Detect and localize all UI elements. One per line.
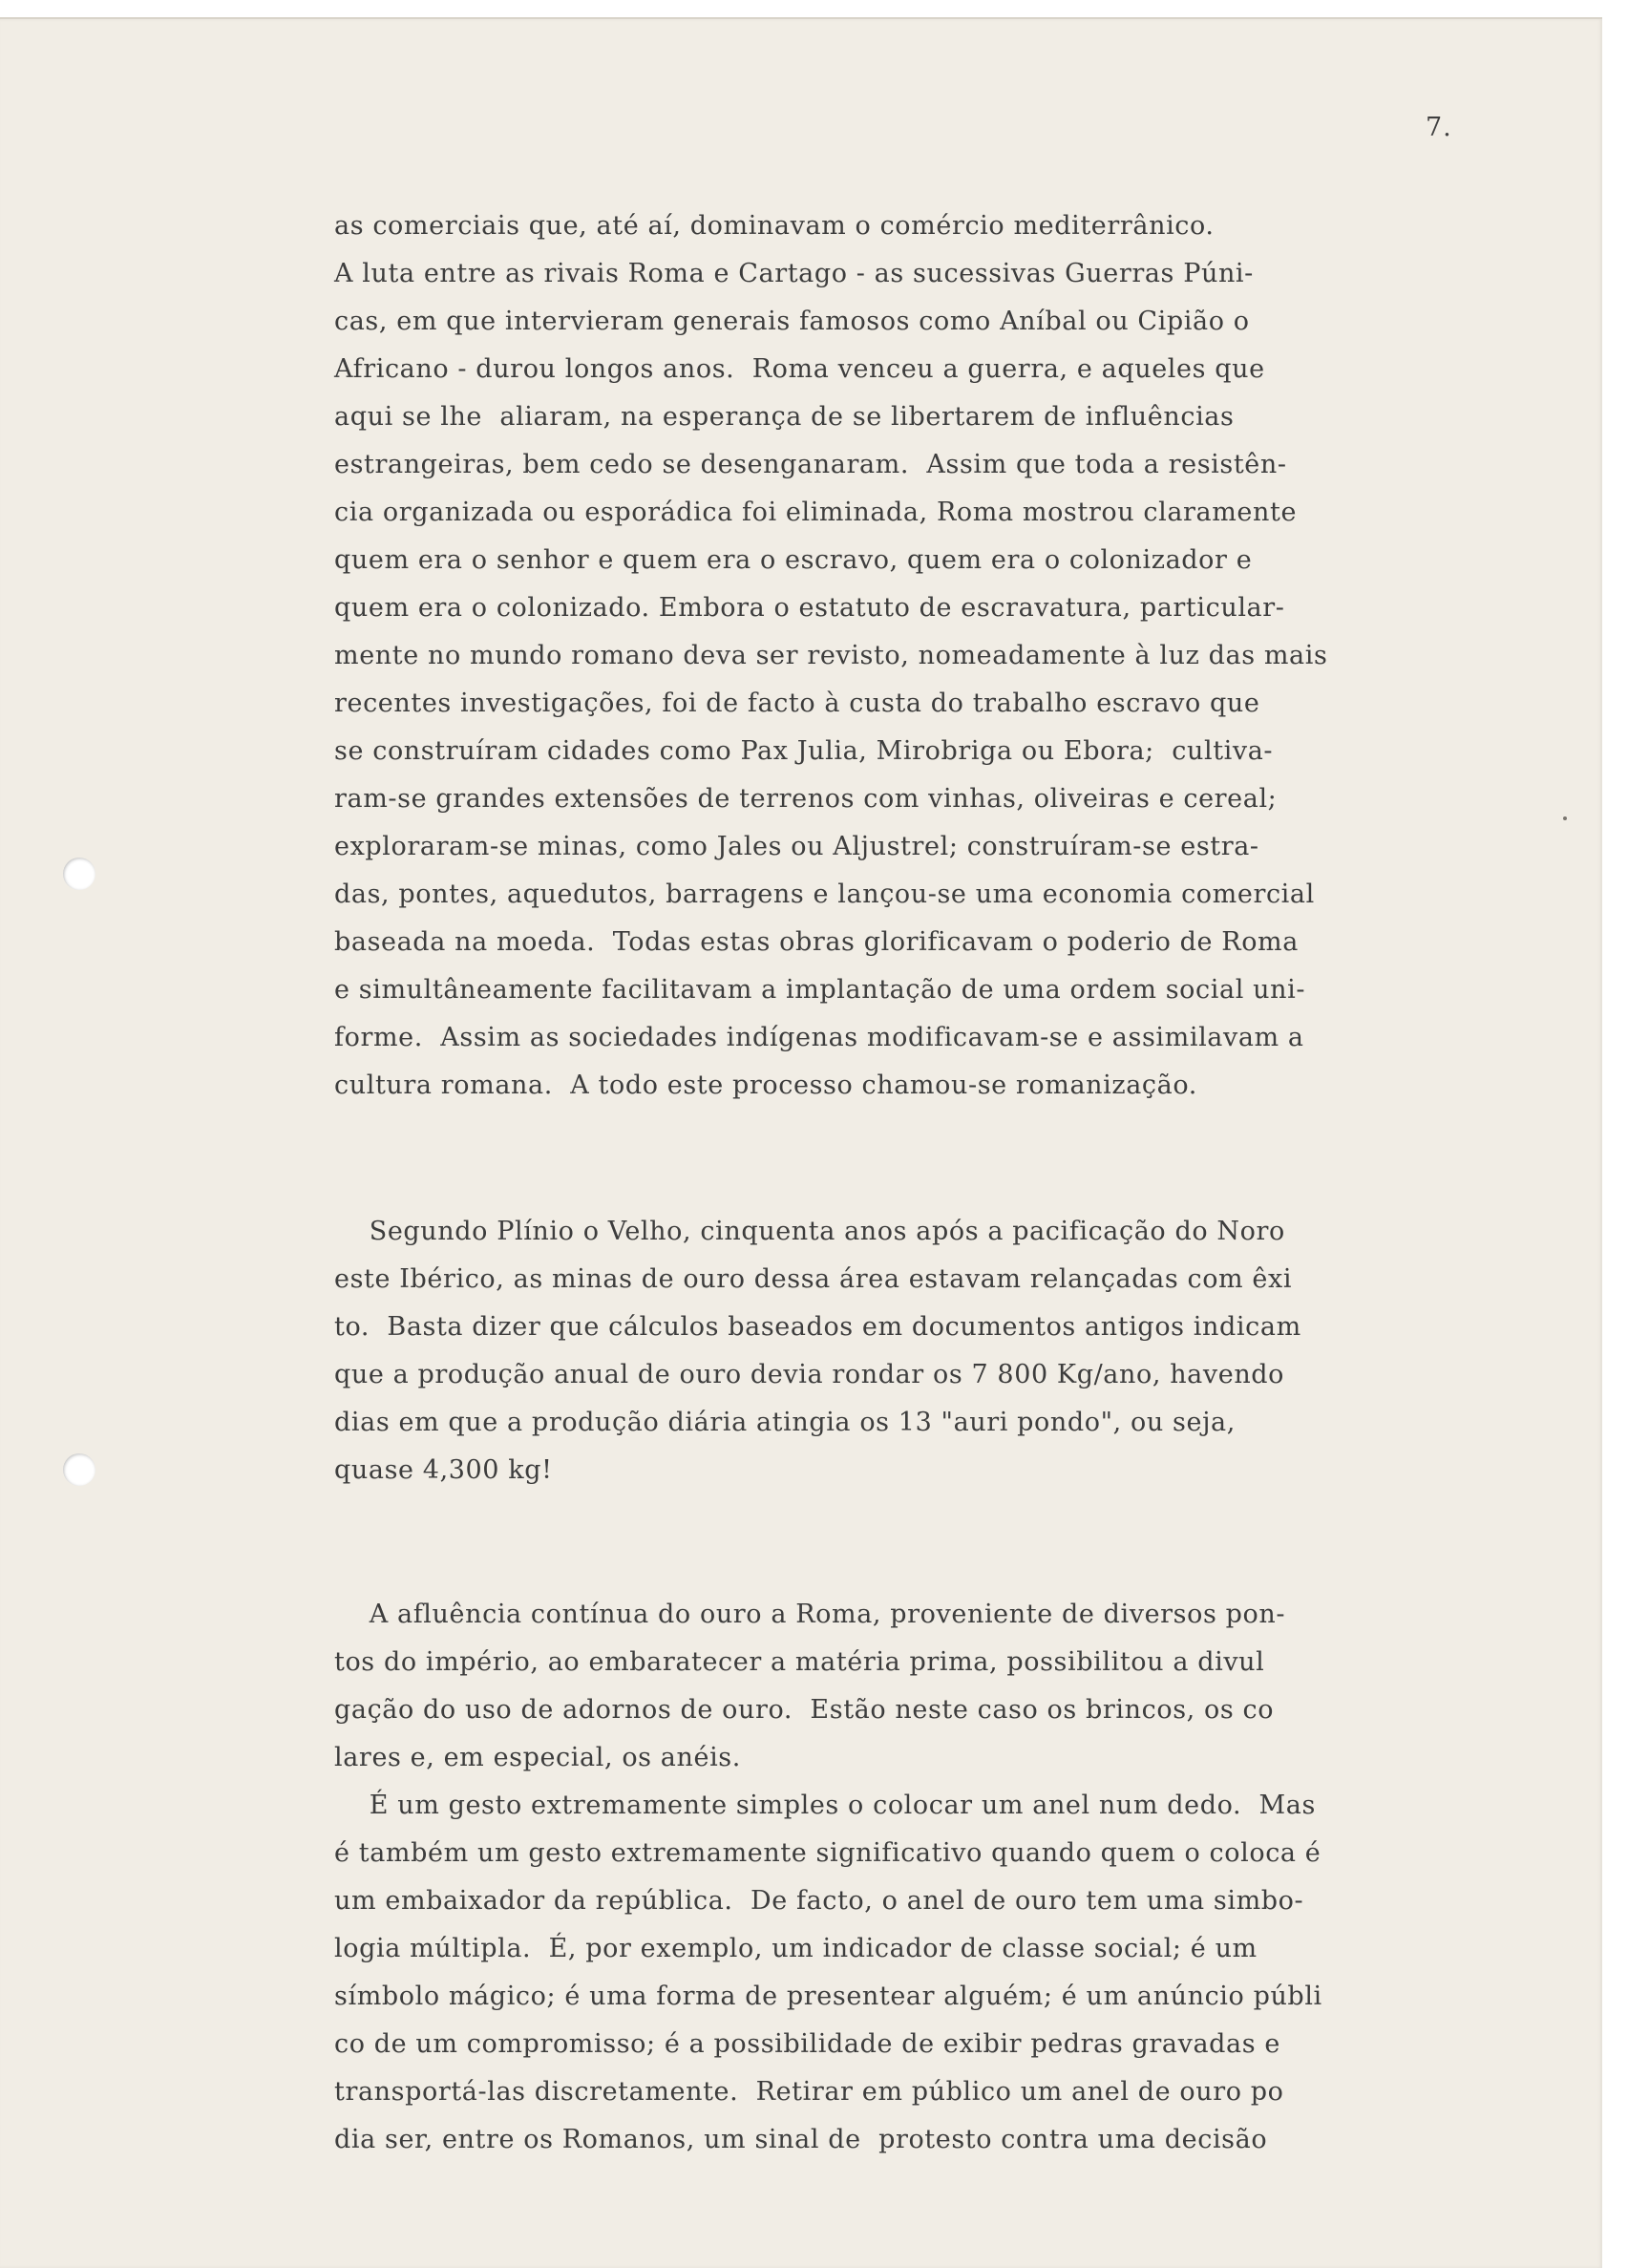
text-line: tos do império, ao embaratecer a matéria prima, possibilitou a divul — [334, 1647, 1265, 1677]
text-line: Africano - durou longos anos. Roma venceu a guerra, e aqueles que — [334, 354, 1265, 384]
text-line: A afluência contínua do ouro a Roma, proveniente de diversos pon- — [334, 1600, 1286, 1629]
text-line: estrangeiras, bem cedo se desenganaram. Assim que toda a resistên- — [334, 450, 1287, 479]
text-line: aqui se lhe aliaram, na esperança de se libertarem de influências — [334, 402, 1235, 432]
text-line: logia múltipla. É, por exemplo, um indicador de classe social; é um — [334, 1934, 1258, 1963]
text-line: das, pontes, aquedutos, barragens e lançou-se uma economia comercial — [334, 880, 1315, 909]
page-number: 7. — [1426, 113, 1452, 142]
text-line: lares e, em especial, os anéis. — [334, 1743, 741, 1772]
text-line: A luta entre as rivais Roma e Cartago - as sucessivas Guerras Púni- — [334, 259, 1254, 288]
text-line: dias em que a produção diária atingia os 13 "auri pondo", ou seja, — [334, 1408, 1236, 1437]
punch-hole — [63, 858, 95, 890]
text-line: quase 4,300 kg! — [334, 1455, 553, 1485]
text-line: dia ser, entre os Romanos, um sinal de protesto contra uma decisão — [334, 2125, 1268, 2154]
text-line: quem era o colonizado. Embora o estatuto de escravatura, particular- — [334, 593, 1285, 623]
text-line: ram-se grandes extensões de terrenos com vinhas, oliveiras e cereal; — [334, 784, 1278, 814]
text-line: gação do uso de adornos de ouro. Estão neste caso os brincos, os co — [334, 1695, 1275, 1725]
text-line: quem era o senhor e quem era o escravo, quem era o colonizador e — [334, 545, 1253, 575]
text-line: este Ibérico, as minas de ouro dessa área estavam relançadas com êxi — [334, 1264, 1293, 1294]
text-line: Segundo Plínio o Velho, cinquenta anos após a pacificação do Noro — [334, 1217, 1285, 1246]
text-line: transportá-las discretamente. Retirar em público um anel de ouro po — [334, 2077, 1284, 2107]
paper-speck — [1563, 816, 1567, 820]
text-line: e simultâneamente facilitavam a implantação de uma ordem social uni- — [334, 975, 1306, 1005]
text-line: recentes investigações, foi de facto à custa do trabalho escravo que — [334, 689, 1260, 718]
text-line: um embaixador da república. De facto, o anel de ouro tem uma simbo- — [334, 1886, 1304, 1916]
paragraph-pliny-gold — [334, 1208, 1301, 1494]
text-line: se construíram cidades como Pax Julia, Mirobriga ou Ebora; cultiva- — [334, 736, 1274, 766]
text-line: É um gesto extremamente simples o colocar um anel num dedo. Mas — [334, 1791, 1316, 1820]
text-line: cia organizada ou esporádica foi eliminada, Roma mostrou claramente — [334, 498, 1298, 527]
text-line: mente no mundo romano deva ser revisto, nomeadamente à luz das mais — [334, 641, 1328, 670]
text-line: símbolo mágico; é uma forma de presentear alguém; é um anúncio públi — [334, 1982, 1322, 2011]
paragraph-romanization — [334, 202, 1327, 1110]
text-line: forme. Assim as sociedades indígenas modificavam-se e assimilavam a — [334, 1023, 1304, 1052]
text-line: é também um gesto extremamente significativo quando quem o coloca é — [334, 1838, 1321, 1868]
text-line: as comerciais que, até aí, dominavam o comércio mediterrânico. — [334, 211, 1215, 241]
text-line: cas, em que intervieram generais famosos como Aníbal ou Cipião o — [334, 307, 1250, 336]
text-line: cultura romana. A todo este processo chamou-se romanização. — [334, 1070, 1197, 1100]
text-line: co de um compromisso; é a possibilidade de exibir pedras gravadas e — [334, 2029, 1280, 2059]
text-line: to. Basta dizer que cálculos baseados em documentos antigos indicam — [334, 1312, 1301, 1342]
text-line: exploraram-se minas, como Jales ou Aljustrel; construíram-se estra- — [334, 832, 1259, 861]
paragraph-gold-rings — [334, 1591, 1322, 2164]
punch-hole — [63, 1453, 95, 1486]
text-line: baseada na moeda. Todas estas obras glorificavam o poderio de Roma — [334, 927, 1299, 957]
text-line: que a produção anual de ouro devia rondar os 7 800 Kg/ano, havendo — [334, 1360, 1285, 1389]
